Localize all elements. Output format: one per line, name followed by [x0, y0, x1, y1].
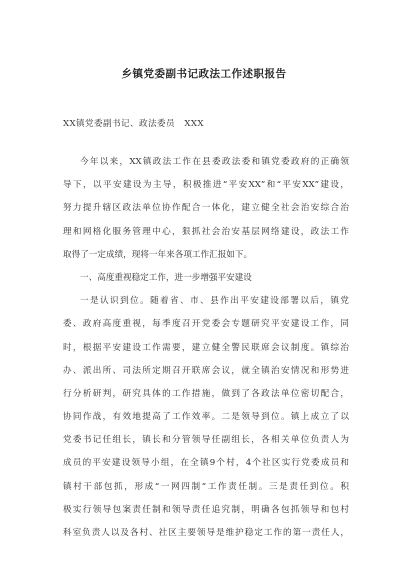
body-line: 行分析研判，研究具体的工作措施，做到了各政法单位密切配合，	[63, 388, 349, 399]
body-line: 今年以来，XX镇政法工作在县委政法委和镇党委政府的正确领	[80, 157, 349, 167]
body-line: 成员的平安建设领导小组，在全镇9个村，4个社区实行党委成员和	[63, 458, 349, 469]
body-line: 办、派出所、司法所定期召开联席会议，就全镇治安情况和形势进	[63, 365, 349, 376]
body-line: 科室负责人以及各村、社区主要领导是维护稳定工作的第一责任人，	[63, 528, 349, 538]
body-line: 党委书记任组长，镇长和分管领导任副组长，各相关单位负责人为	[63, 435, 349, 446]
body-line: 理和网格化服务管理中心，狠抓社会治安基层网络建设，政法工作	[63, 226, 349, 237]
body-line: 一是认识到位。随着省、市、县作出平安建设部署以后，镇党	[80, 296, 349, 307]
body-line: 时，根据平安建设工作需要，建立健全警民联席会议制度。镇综治	[63, 342, 349, 353]
body-line: 镇村干部包抓，形成“一网四制”工作责任制。三是责任到位。积	[63, 481, 349, 492]
body-line: 努力提升辖区政法单位协作配合一体化，建立健全社会治安综合治	[63, 203, 349, 214]
body-line: 协同作战，有效地提高了工作效率。二是领导到位。镇上成立了以	[63, 412, 349, 423]
document-author-line: XX镇党委副书记、政法委员 XXX	[63, 119, 204, 129]
body-line: 取得了一定成绩，现将一年来各项工作汇报如下。	[63, 249, 253, 260]
body-line: 极实行领导包案责任制和领导责任追究制，明确各包抓领导和包村	[63, 504, 349, 515]
body-line: 导下，以平安建设为主导，积极推进“平安XX”和“平安XX”建设，	[63, 180, 349, 191]
document-body	[63, 151, 349, 545]
body-line: 委、政府高度重视，每季度召开党委会专题研究平安建设工作，同	[63, 319, 349, 330]
document-title: 乡镇党委副书记政法工作述职报告	[121, 68, 287, 80]
section-heading: 一、高度重视稳定工作，进一步增强平安建设	[80, 272, 252, 283]
